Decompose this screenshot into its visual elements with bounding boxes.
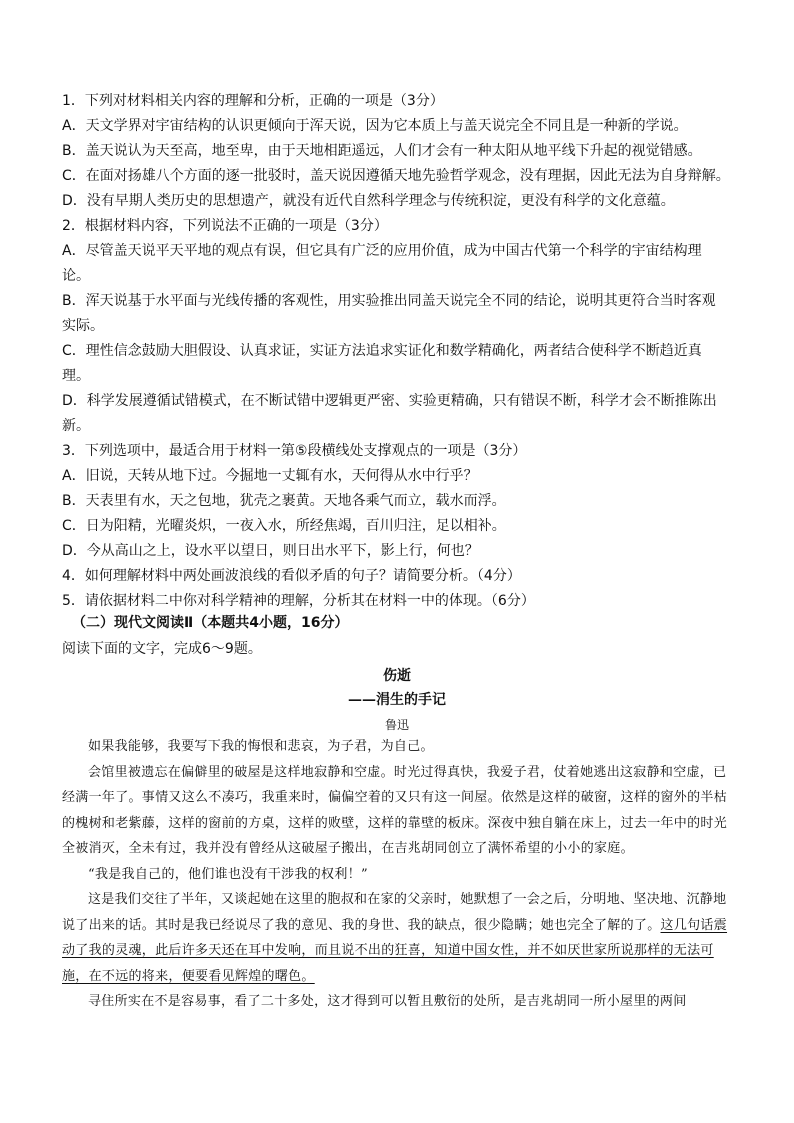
question-stem: 3．下列选项中，最适合用于材料一第⑤段横线处支撑观点的一项是（3分） — [62, 443, 527, 459]
option-b: B．盖天说认为天至高，地至卑，由于天地相距遥远，人们才会有一种太阳从地平线下升起的视觉错感。 — [62, 143, 702, 159]
question-stem: 2．根据材料内容，下列说法不正确的一项是（3分） — [62, 218, 388, 234]
option-c-cont: 理。 — [62, 368, 90, 384]
paragraph-4-text: 这是我们交往了半年，又谈起她在这里的胞叔和在家的父亲时，她默想了一会之后，分明地、坚决地、沉静地说了出来的话。其时是我已经说尽了我的意见、我的身世、我的缺点，很少隐瞒；她也完全了解的了。 — [62, 892, 727, 933]
paragraph-2: 会馆里被遗忘在偏僻里的破屋是这样地寂静和空虚。时光过得真快，我爱子君，仗着她逃出这寂静和空虚，已经满一年了。事情又这么不凑巧，我重来时，偏偏空着的又只有这一间屋。依然是这样的破窗，这样的窗外的半枯的槐树和老紫藤，这样的窗前的方桌，这样的败壁，这样的靠壁的板床。深夜中独自躺在床上，过去一年中的时光全被消灭，全未有过，我并没有曾经从这破屋子搬出，在吉兆胡同创立了满怀希望的小小的家庭。 — [62, 764, 728, 856]
paragraph-1: 如果我能够，我要写下我的悔恨和悲哀，为子君，为自己。 — [88, 739, 434, 754]
underlined-sentence: 这几句话震动了我的灵魂，此后许多天还在耳中发响，而且说不出的狂喜，知道中国女性，并不如厌世家所说那样的无法可施，在不远的将来，便要看见辉煌的曙色。 — [62, 917, 728, 984]
option-a: A．旧说，天转从地下过。今掘地一丈辄有水，天何得从水中行乎？ — [62, 468, 478, 484]
option-b-cont: 实际。 — [62, 318, 104, 334]
question-4: 4．如何理解材料中两处画波浪线的看似矛盾的句子？请简要分析。（4分） — [62, 568, 521, 584]
option-a: A．天文学界对宇宙结构的认识更倾向于浑天说，因为它本质上与盖天说完全不同且是一种新的学说。 — [62, 118, 688, 134]
paragraph-4 — [62, 887, 732, 989]
option-b: B．浑天说基于水平面与光线传播的客观性，用实验推出同盖天说完全不同的结论，说明其更符合当时客观 — [62, 293, 716, 309]
reading-instruction: 阅读下面的文字，完成6～9题。 — [62, 641, 262, 657]
story-author: 鲁迅 — [384, 718, 409, 732]
question-stem: 1．下列对材料相关内容的理解和分析，正确的一项是（3分） — [62, 93, 444, 109]
option-d-cont: 新。 — [62, 418, 90, 434]
option-a-cont: 论。 — [62, 268, 90, 284]
paragraph-3: “我是我自己的，他们谁也没有干涉我的权利！” — [88, 866, 368, 882]
option-d: D．科学发展遵循试错模式，在不断试错中逻辑更严密、实验更精确，只有错误不断，科学才会不断推陈出 — [62, 393, 717, 409]
story-title: 伤逝 — [383, 668, 411, 684]
story-subtitle: ——涓生的手记 — [348, 692, 446, 708]
option-a: A．尽管盖天说平天平地的观点有误，但它具有广泛的应用价值，成为中国古代第一个科学的宇宙结构理 — [62, 243, 702, 259]
option-c: C．在面对扬雄八个方面的逐一批驳时，盖天说因遵循天地先验哲学观念，没有理据，因此无法为自身辩解。 — [62, 168, 730, 184]
option-c: C．理性信念鼓励大胆假设、认真求证，实证方法追求实证化和数学精确化，两者结合使科学不断趋近真 — [62, 343, 702, 359]
story-body — [62, 734, 732, 1015]
option-d: D．没有早期人类历史的思想遗产，就没有近代自然科学理念与传统积淀，更没有科学的文化意蕴。 — [62, 193, 675, 209]
paragraph-5: 寻住所实在不是容易事，看了二十多处，这才得到可以暂且敷衍的处所，是吉兆胡同一所小屋里的两间 — [88, 994, 687, 1009]
option-c: C．日为阳精，光曜炎炽，一夜入水，所经焦竭，百川归注，足以相补。 — [62, 518, 506, 534]
section-heading: （二）现代文阅读Ⅱ（本题共4小题，16分） — [72, 615, 349, 631]
question-5: 5．请依据材料二中你对科学精神的理解，分析其在材料一中的体现。（6分） — [62, 593, 535, 609]
option-b: B．天表里有水，天之包地，犹壳之裹黄。天地各乘气而立，载水而浮。 — [62, 493, 506, 509]
option-d: D．今从高山之上，设水平以望日，则日出水平下，影上行，何也？ — [62, 543, 479, 559]
